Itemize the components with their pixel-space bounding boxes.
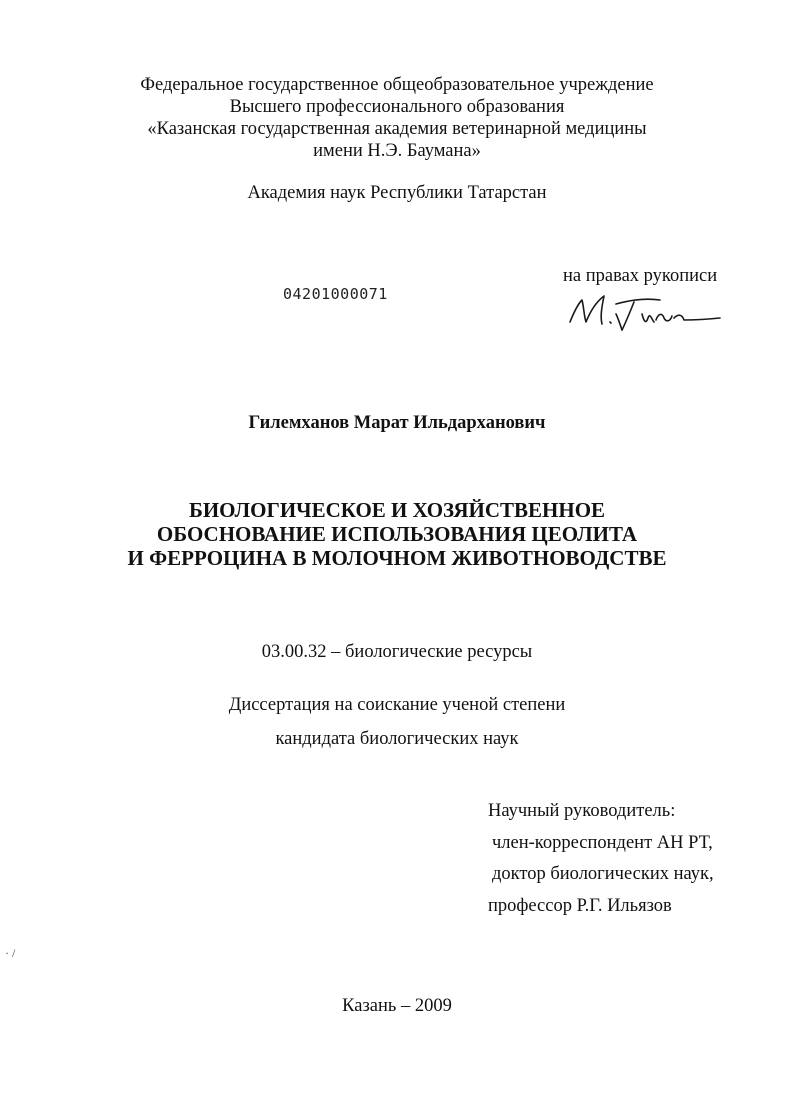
institution-line-1: Федеральное государственное общеобразовательное учреждение [140, 75, 654, 95]
title-line-2: ОБОСНОВАНИЕ ИСПОЛЬЗОВАНИЯ ЦЕОЛИТА [156, 522, 638, 546]
author-name: Гилемханов Марат Ильдарханович [248, 413, 546, 433]
supervisor-line-3: профессор Р.Г. Ильязов [488, 896, 672, 916]
title-line-3: И ФЕРРОЦИНА В МОЛОЧНОМ ЖИВОТНОВОДСТВЕ [127, 546, 667, 570]
title-line-1: БИОЛОГИЧЕСКОЕ И ХОЗЯЙСТВЕННОЕ [188, 498, 606, 522]
city-year: Казань – 2009 [342, 996, 452, 1016]
institution-line-4: имени Н.Э. Баумана» [313, 141, 481, 161]
supervisor-line-2: доктор биологических наук, [492, 864, 714, 884]
institution-line-2: Высшего профессионального образования [229, 97, 565, 117]
specialty: 03.00.32 – биологические ресурсы [261, 642, 533, 662]
academy-name: Академия наук Республики Татарстан [247, 183, 547, 203]
institution-line-3: «Казанская государственная академия ветеринарной медицины [147, 119, 647, 139]
supervisor-line-1: член-корреспондент АН РТ, [492, 833, 713, 853]
degree-line-2: кандидата биологических наук [275, 729, 519, 749]
degree-line-1: Диссертация на соискание ученой степени [228, 695, 566, 715]
registration-code: 04201000071 [283, 285, 388, 303]
stray-mark: · / [5, 946, 16, 960]
manuscript-note: на правах рукописи [563, 266, 718, 286]
supervisor-heading: Научный руководитель: [488, 801, 676, 821]
signature-icon [560, 290, 730, 340]
